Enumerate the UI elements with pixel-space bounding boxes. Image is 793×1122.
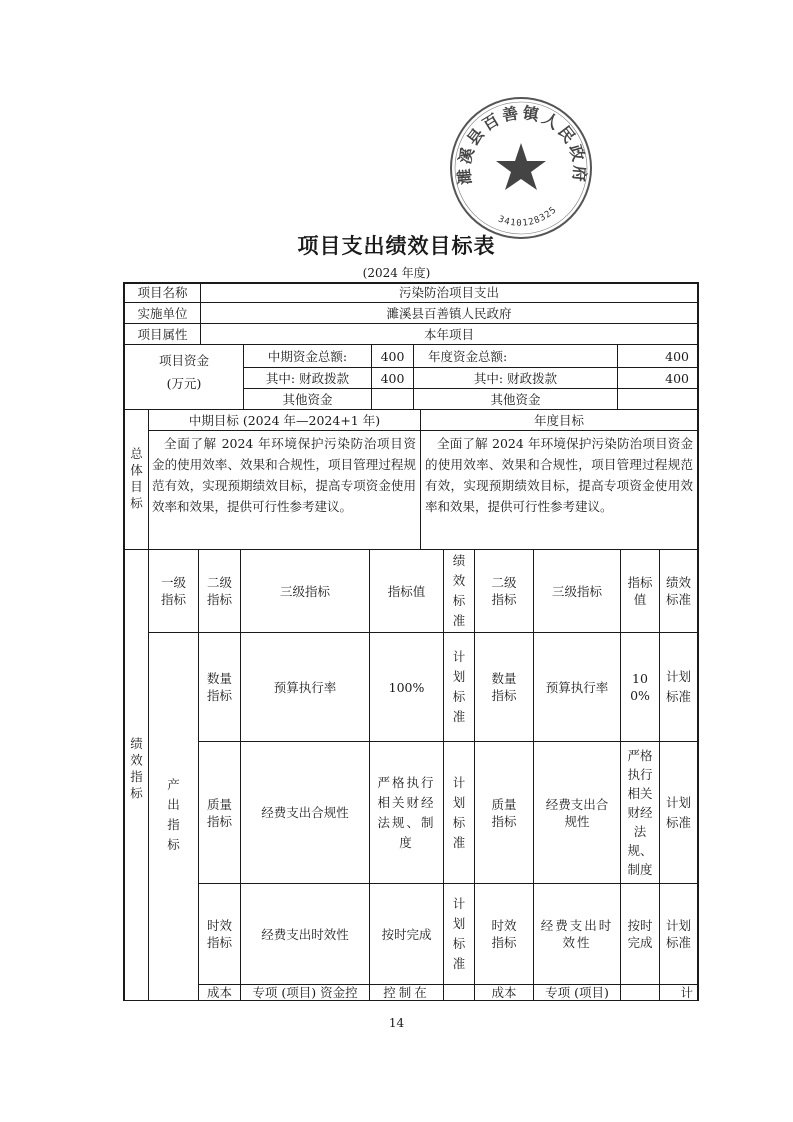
header-value: 指标值 — [387, 583, 426, 599]
year-other-value — [618, 389, 697, 409]
row4-value-annual — [621, 985, 659, 1000]
mid-total-label: 中期资金总额: — [267, 348, 348, 364]
row3-value-annual: 按时完成 — [627, 918, 653, 950]
project-attribute-value: 本年项目 — [423, 326, 474, 342]
row3-level3: 经费支出时效性 — [261, 926, 349, 942]
row2-value: 严格执行相关财经法规、制度 — [377, 774, 436, 850]
header-level2-annual: 二级指标 — [491, 575, 517, 607]
year-fiscal-label: 其中: 财政拨款 — [473, 370, 558, 386]
row2-value-annual: 严格执行相关财经法规、制度 — [627, 748, 653, 877]
project-name-value: 污染防治项目支出 — [398, 285, 499, 300]
row2-level3-annual: 经费支出合规性 — [545, 796, 609, 829]
row3-standard-annual: 计划标准 — [665, 918, 691, 950]
header-level1: 一级指标 — [160, 575, 186, 607]
header-level2: 二级指标 — [206, 575, 232, 607]
header-standard-annual: 绩效标准 — [665, 575, 691, 607]
row1-standard: 计划标准 — [452, 649, 466, 724]
row1-standard-annual: 计划标准 — [665, 669, 691, 704]
official-seal — [446, 93, 596, 243]
row4-level3: 专项 (项目) 资金控 — [252, 985, 358, 1000]
row3-level2: 时效指标 — [206, 918, 232, 950]
row1-level2: 数量指标 — [206, 671, 232, 703]
seal-text: 濉溪县百善镇人民政府 — [454, 102, 590, 186]
mid-other-value — [372, 389, 413, 409]
row1-value-annual: 100% — [630, 671, 650, 703]
row4-standard-annual: 计 — [680, 985, 693, 1000]
funds-label: 项目资金 — [158, 352, 209, 368]
header-level3-annual: 三级指标 — [551, 583, 602, 599]
mid-term-objective-header: 中期目标 (2024 年—2024+1 年) — [188, 412, 381, 428]
year-total-value: 400 — [665, 348, 689, 364]
page-title: 项目支出绩效目标表 — [297, 234, 496, 258]
header-value-annual: 指标值 — [627, 575, 653, 607]
mid-term-objective-text: 全面了解 2024 年环境保护污染防治项目资金的使用效率、效果和合规性，项目管理过程规范有效，实现预期绩效目标，提高专项资金使用效率和效果，提供可行性参考建议。 — [152, 436, 416, 514]
overall-objective-label: 总体目标 — [128, 447, 144, 513]
project-attribute-label: 项目属性 — [137, 326, 188, 342]
row2-standard: 计划标准 — [452, 774, 466, 850]
annual-objective-text: 全面了解 2024 年环境保护污染防治项目资金的使用效率、效果和合规性，项目管理过程规范有效，实现预期绩效目标，提高专项资金使用效率和效果，提供可行性参考建议。 — [425, 436, 693, 514]
row2-level2-annual: 质量指标 — [491, 796, 517, 829]
row4-level2-annual: 成本 — [491, 985, 517, 1000]
header-level3: 三级指标 — [279, 583, 330, 599]
mid-total-value: 400 — [380, 348, 405, 364]
funds-unit-label: (万元) — [166, 375, 202, 391]
row3-standard: 计划标准 — [452, 896, 466, 971]
row3-level3-annual: 经费支出时效性 — [540, 918, 614, 950]
row4-standard — [444, 985, 474, 1000]
implementing-unit-label: 实施单位 — [137, 305, 188, 321]
project-name-label: 项目名称 — [137, 285, 188, 300]
implementing-unit-value: 濉溪县百善镇人民政府 — [386, 305, 512, 321]
page-number: 14 — [388, 1016, 405, 1030]
row2-standard-annual: 计划标准 — [665, 794, 691, 830]
year-fiscal-value: 400 — [665, 370, 689, 386]
performance-indicators-label: 绩效指标 — [128, 737, 144, 803]
row1-level3: 预算执行率 — [273, 679, 337, 695]
row3-value: 按时完成 — [381, 926, 432, 942]
mid-fiscal-value: 400 — [380, 370, 405, 386]
mid-other-label: 其他资金 — [282, 391, 333, 407]
annual-objective-header: 年度目标 — [533, 412, 584, 428]
row1-level3-annual: 预算执行率 — [545, 679, 609, 695]
row4-level2: 成本 — [206, 985, 232, 1000]
row4-level3-annual: 专项 (项目) — [545, 985, 609, 1000]
row2-level3: 经费支出合规性 — [261, 805, 349, 820]
header-standard: 绩效标准 — [452, 553, 466, 628]
level1-output-indicator: 产出指标 — [167, 777, 180, 852]
row1-value: 100% — [388, 679, 425, 695]
row2-level2: 质量指标 — [206, 796, 232, 829]
year-other-label: 其他资金 — [490, 391, 541, 407]
svg-text:3410128325 — [497, 205, 560, 229]
year-total-label: 年度资金总额: — [428, 348, 508, 364]
mid-fiscal-label: 其中: 财政拨款 — [265, 370, 350, 386]
page-subtitle: (2024 年度) — [362, 266, 431, 280]
row4-value: 控制在 — [383, 985, 430, 1000]
seal-code: 3410128325 — [496, 204, 560, 229]
row3-level2-annual: 时效指标 — [491, 918, 517, 950]
star-icon — [496, 143, 546, 190]
row1-level2-annual: 数量指标 — [491, 671, 517, 703]
